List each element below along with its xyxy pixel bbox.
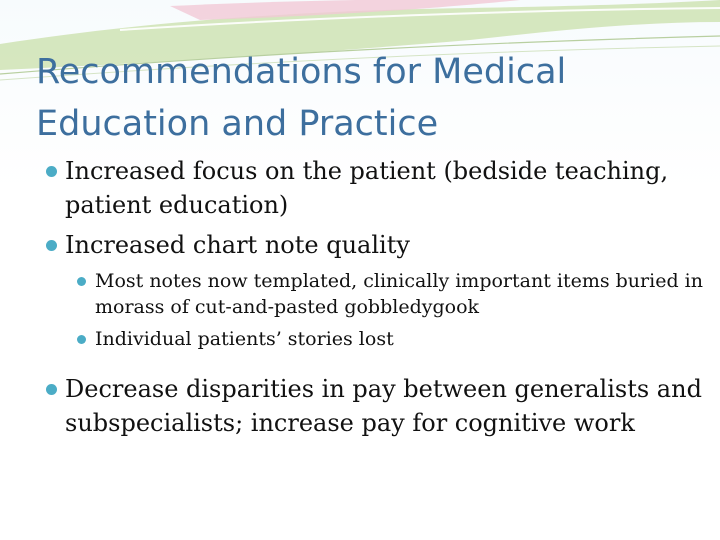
bullet-icon bbox=[77, 335, 86, 344]
bullet-icon bbox=[46, 384, 57, 395]
slide-title: Recommendations for Medical Education and Practice bbox=[36, 52, 567, 144]
sub-bullet-text: Most notes now templated, clinically important items buried in morass of cut-and-pasted gobbledygook bbox=[95, 270, 703, 318]
bullet-icon bbox=[46, 240, 57, 251]
sub-bullet-text: Individual patients’ stories lost bbox=[95, 328, 394, 350]
bullet-item bbox=[44, 228, 704, 262]
bullet-text: Increased chart note quality bbox=[65, 231, 410, 259]
sub-bullet-item bbox=[44, 326, 704, 352]
sub-bullet-item bbox=[44, 268, 704, 320]
bullet-text: Decrease disparities in pay between generalists and subspecialists; increase pay for cognitive work bbox=[65, 375, 702, 437]
bullet-icon bbox=[46, 166, 57, 177]
bullet-icon bbox=[77, 277, 86, 286]
bullet-item bbox=[44, 154, 704, 222]
bullet-list bbox=[44, 154, 704, 446]
bullet-item bbox=[44, 372, 704, 440]
bullet-text: Increased focus on the patient (bedside teaching, patient education) bbox=[65, 157, 669, 219]
spacer bbox=[44, 358, 704, 372]
